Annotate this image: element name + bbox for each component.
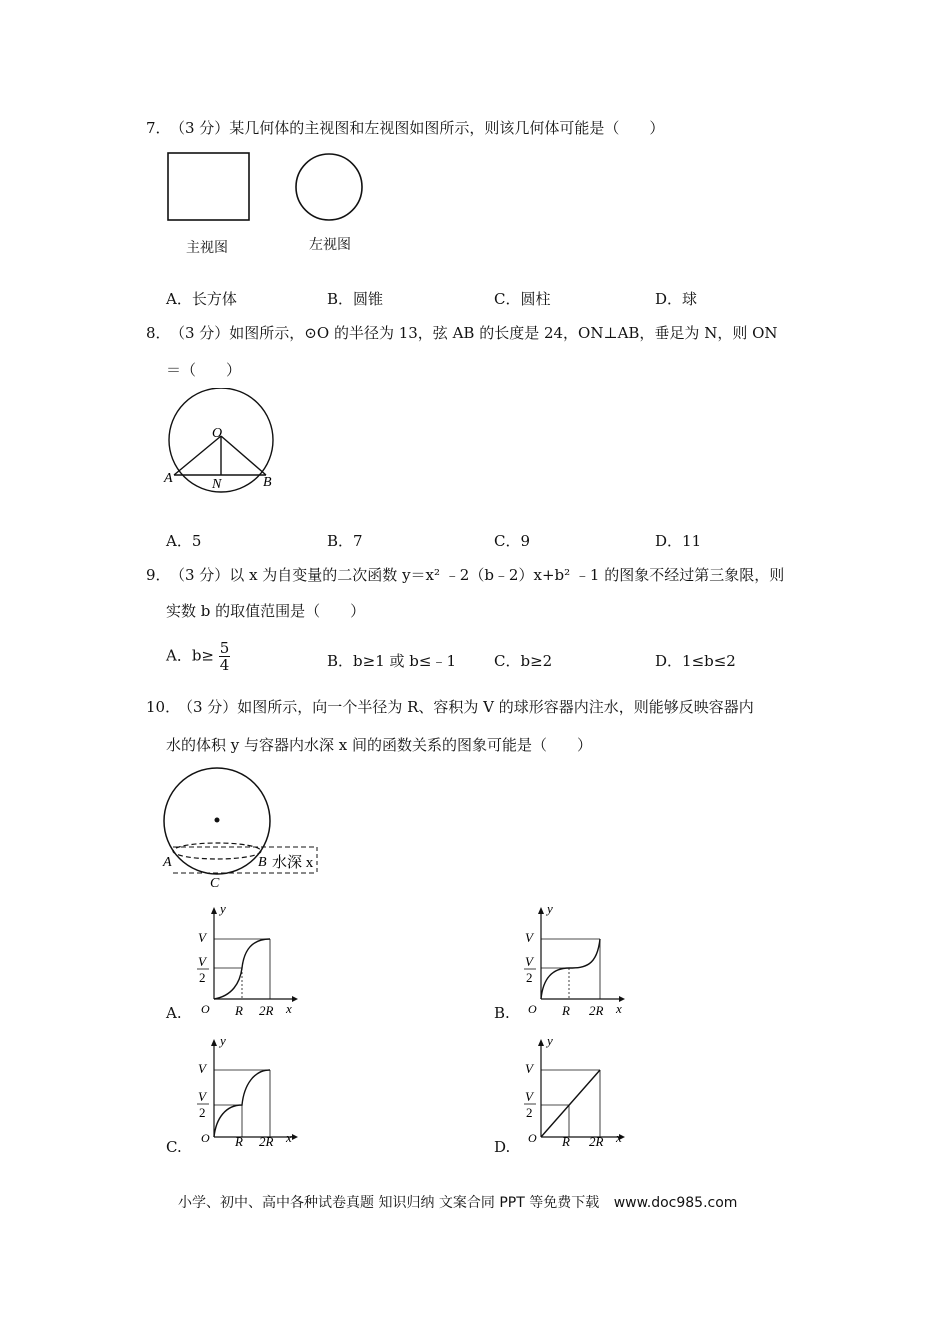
svg-text:2: 2 <box>526 970 533 985</box>
svg-text:O: O <box>201 1131 210 1145</box>
q10-number: 10． <box>146 698 181 716</box>
svg-text:2R: 2R <box>259 1134 274 1149</box>
q7-number: 7． <box>146 119 171 137</box>
q10-option-a: A. <box>166 1004 182 1022</box>
svg-text:O: O <box>528 1131 537 1145</box>
q8-option-d: D．11 <box>655 532 702 550</box>
q9-option-c: C．b≥2 <box>494 652 553 670</box>
svg-text:2R: 2R <box>589 1134 604 1149</box>
q9-option-a-prefix: A．b≥ <box>166 646 215 665</box>
q8-text-line2: ＝（ ） <box>166 361 242 379</box>
svg-text:2: 2 <box>199 1105 206 1120</box>
svg-text:V: V <box>198 930 206 945</box>
svg-text:V: V <box>525 1061 533 1076</box>
q7-option-b: B．圆锥 <box>327 290 384 308</box>
label-a: A <box>164 471 173 486</box>
q9-text-line2: 实数 b 的取值范围是（ ） <box>166 602 366 620</box>
graph-b <box>519 898 629 1023</box>
q10-option-b: B. <box>494 1004 510 1022</box>
graph-a <box>192 898 302 1023</box>
svg-text:V: V <box>198 1061 206 1076</box>
q9-text-line1: （3 分）以 x 为自变量的二次函数 y＝x² ﹣2（b﹣2）x+b² ﹣1 的图象不经过第三象限，则 <box>170 566 785 584</box>
svg-text:y: y <box>547 901 553 916</box>
svg-text:R: R <box>562 1134 570 1149</box>
segment-oa <box>174 436 221 475</box>
svg-text:x: x <box>616 1130 622 1145</box>
footer <box>178 1192 737 1212</box>
segment-ob <box>221 436 266 475</box>
left-view-label: 左视图 <box>309 237 351 253</box>
label-o: O <box>212 426 223 441</box>
svg-text:R: R <box>235 1134 243 1149</box>
q10-option-d: D. <box>494 1138 511 1156</box>
svg-text:R: R <box>562 1003 570 1018</box>
svg-text:x: x <box>616 1001 622 1016</box>
q10-text-line2: 水的体积 y 与容器内水深 x 间的函数关系的图象可能是（ ） <box>166 736 593 754</box>
sphere-label-c: C <box>210 876 220 891</box>
sphere-label-a: A <box>163 855 172 870</box>
q10-sphere-figure <box>160 763 340 893</box>
svg-text:V: V <box>525 930 533 945</box>
svg-text:x: x <box>286 1001 292 1016</box>
depth-label: 水深 x <box>272 855 314 871</box>
q9-option-a-numerator: 5 <box>219 639 230 657</box>
q9-option-a-denominator: 4 <box>219 656 230 674</box>
q7-option-d: D．球 <box>655 290 698 308</box>
graph-c <box>192 1030 302 1155</box>
svg-text:y: y <box>220 1033 226 1048</box>
svg-text:O: O <box>528 1002 537 1016</box>
left-view-circle <box>296 154 362 220</box>
water-surface-ellipse <box>173 843 261 859</box>
svg-text:O: O <box>201 1002 210 1016</box>
q9-option-a <box>166 640 230 673</box>
curve-d <box>541 1070 600 1137</box>
svg-text:x: x <box>286 1130 292 1145</box>
q9-number: 9． <box>146 566 171 584</box>
graph-d <box>519 1030 629 1155</box>
q10-text-line1: （3 分）如图所示，向一个半径为 R、容积为 V 的球形容器内注水，则能够反映容器内 <box>178 698 754 716</box>
q8-option-c: C．9 <box>494 532 531 550</box>
q9-option-d: D．1≤b≤2 <box>655 652 736 670</box>
svg-text:V: V <box>525 1089 533 1104</box>
svg-text:R: R <box>235 1003 243 1018</box>
q8-option-a: A．5 <box>166 532 202 550</box>
footer-url[interactable]: www.doc985.com <box>613 1195 738 1211</box>
q9-option-a-fraction <box>219 640 231 673</box>
q7-option-c: C．圆柱 <box>494 290 551 308</box>
curve-b <box>541 939 600 999</box>
front-view-label: 主视图 <box>186 240 228 256</box>
svg-text:V: V <box>525 954 533 969</box>
q8-option-b: B．7 <box>327 532 363 550</box>
q8-circle-figure <box>160 388 290 493</box>
label-n: N <box>212 477 222 492</box>
svg-text:2R: 2R <box>589 1003 604 1018</box>
sphere-center-dot <box>215 818 220 823</box>
sphere-label-b: B <box>258 855 267 870</box>
svg-text:V: V <box>198 1089 206 1104</box>
svg-text:2R: 2R <box>259 1003 274 1018</box>
front-view-rectangle <box>168 153 249 220</box>
svg-text:y: y <box>547 1033 553 1048</box>
q8-text-line1: （3 分）如图所示，⊙O 的半径为 13，弦 AB 的长度是 24，ON⊥AB，垂足为 N，则 ON <box>170 324 778 342</box>
q7-option-a: A．长方体 <box>166 290 237 308</box>
footer-text: 小学、初中、高中各种试卷真题 知识归纳 文案合同 PPT 等免费下载 <box>178 1195 600 1211</box>
svg-text:2: 2 <box>526 1105 533 1120</box>
q8-number: 8． <box>146 324 171 342</box>
svg-text:y: y <box>220 901 226 916</box>
q7-text: （3 分）某几何体的主视图和左视图如图所示，则该几何体可能是（ ） <box>170 119 665 137</box>
label-b: B <box>263 475 272 490</box>
svg-text:2: 2 <box>199 970 206 985</box>
q10-option-c: C. <box>166 1138 182 1156</box>
svg-text:V: V <box>198 954 206 969</box>
q9-option-b: B．b≥1 或 b≤﹣1 <box>327 652 456 670</box>
